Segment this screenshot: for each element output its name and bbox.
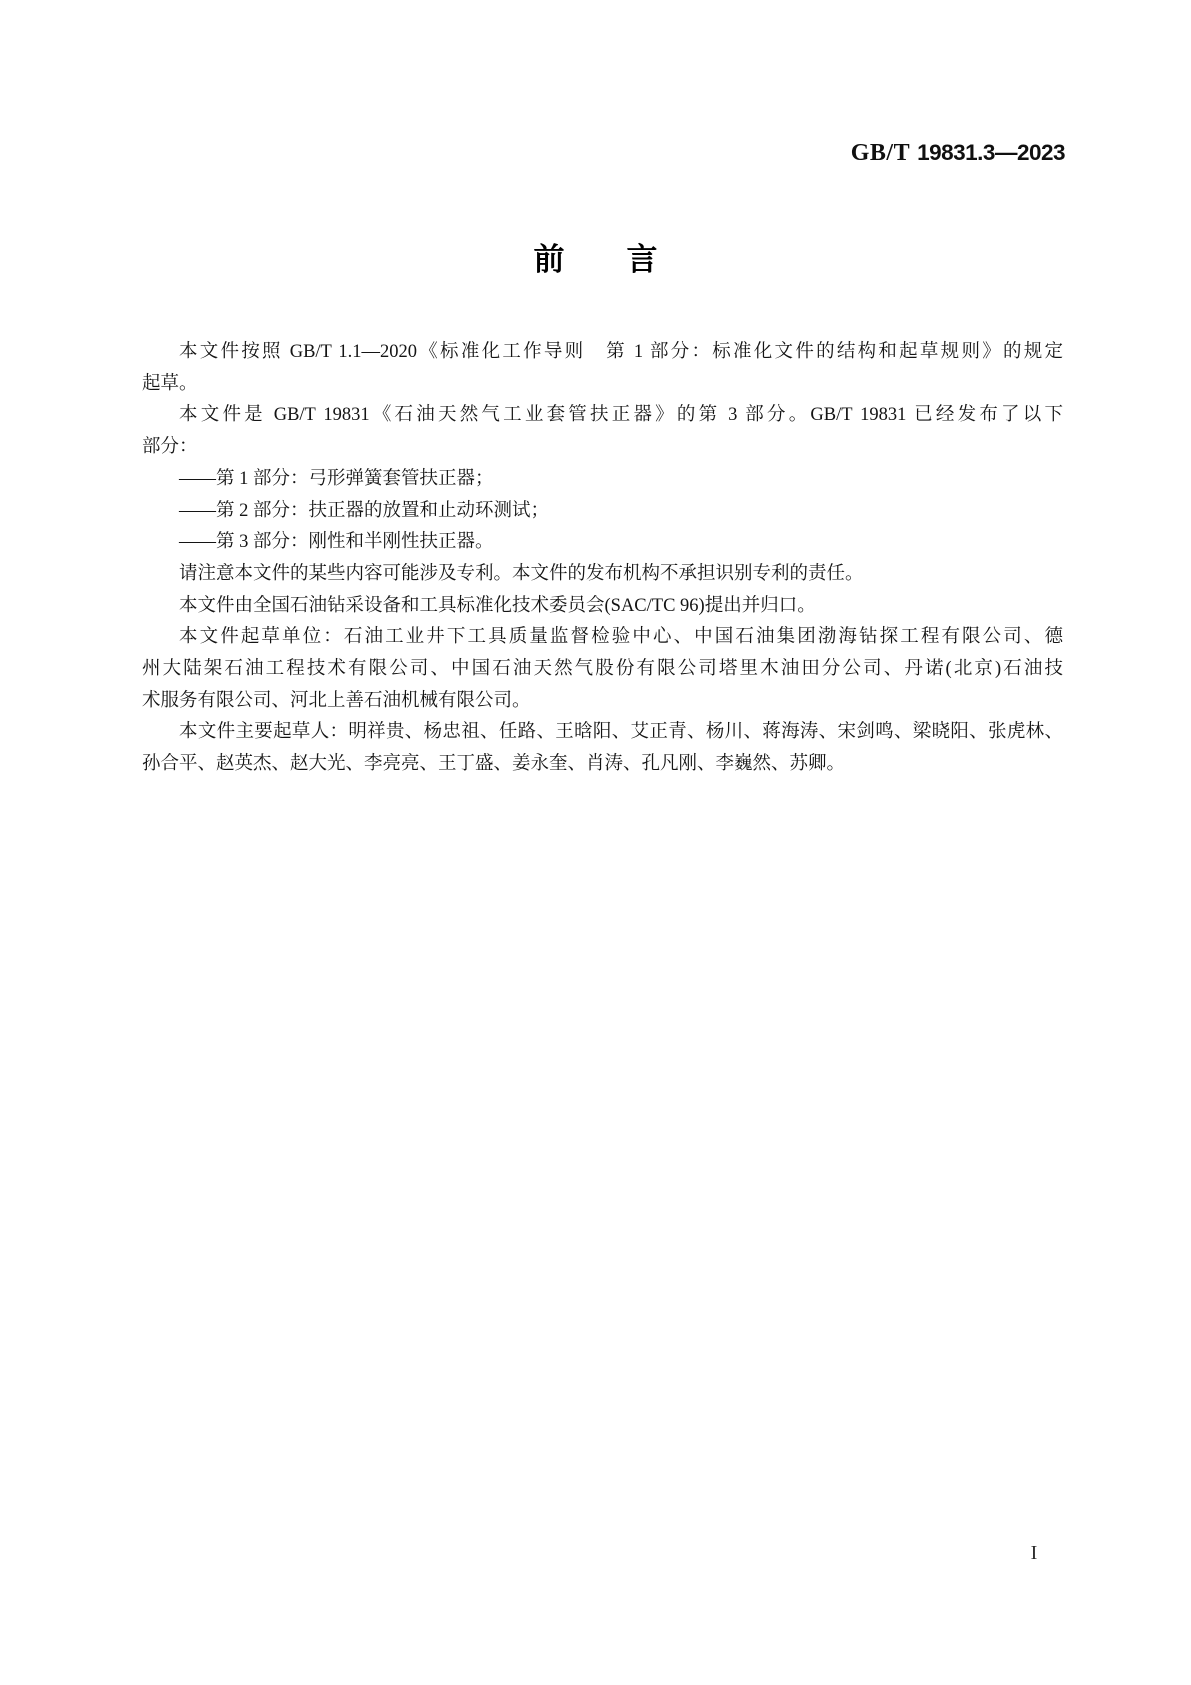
- foreword-line: ——第 3 部分：刚性和半刚性扶正器。: [179, 532, 494, 553]
- foreword-line: 本文件由全国石油钻采设备和工具标准化技术委员会(SAC/TC 96)提出并归口。: [179, 595, 816, 616]
- foreword-line: ——第 1 部分：弓形弹簧套管扶正器；: [179, 468, 494, 489]
- standard-code: [851, 140, 1065, 167]
- foreword-line: 部分：: [142, 437, 198, 458]
- standard-code-prefix: GB/T: [850, 140, 911, 166]
- foreword-line: 本文件主要起草人：明祥贵、杨忠祖、任路、王晗阳、艾正青、杨川、蒋海涛、宋剑鸣、梁晓阳、张虎林、: [179, 722, 1063, 743]
- standard-code-number: 19831.3—2023: [917, 140, 1065, 165]
- foreword-line: 本文件是 GB/T 19831《石油天然气工业套管扶正器》的第 3 部分。GB/T 19831 已经发布了以下: [179, 405, 1063, 426]
- foreword-line: 本文件起草单位：石油工业井下工具质量监督检验中心、中国石油集团渤海钻探工程有限公司、德: [179, 627, 1063, 648]
- foreword-line: 请注意本文件的某些内容可能涉及专利。本文件的发布机构不承担识别专利的责任。: [179, 563, 864, 584]
- foreword-line: 起草。: [142, 373, 198, 394]
- page-number: I: [1030, 1542, 1038, 1564]
- foreword-line: ——第 2 部分：扶正器的放置和止动环测试；: [179, 500, 550, 521]
- foreword-line: 州大陆架石油工程技术有限公司、中国石油天然气股份有限公司塔里木油田分公司、丹诺(北京)石油技: [142, 659, 1063, 680]
- foreword-body: [142, 337, 1063, 781]
- foreword-line: 孙合平、赵英杰、赵大光、李亮亮、王丁盛、姜永奎、肖涛、孔凡刚、李巍然、苏卿。: [142, 754, 846, 775]
- page-title: 前 言: [533, 242, 658, 277]
- foreword-line: 术服务有限公司、河北上善石油机械有限公司。: [142, 690, 531, 711]
- foreword-line: 本文件按照 GB/T 1.1—2020《标准化工作导则 第 1 部分：标准化文件的结构和起草规则》的规定: [179, 342, 1063, 362]
